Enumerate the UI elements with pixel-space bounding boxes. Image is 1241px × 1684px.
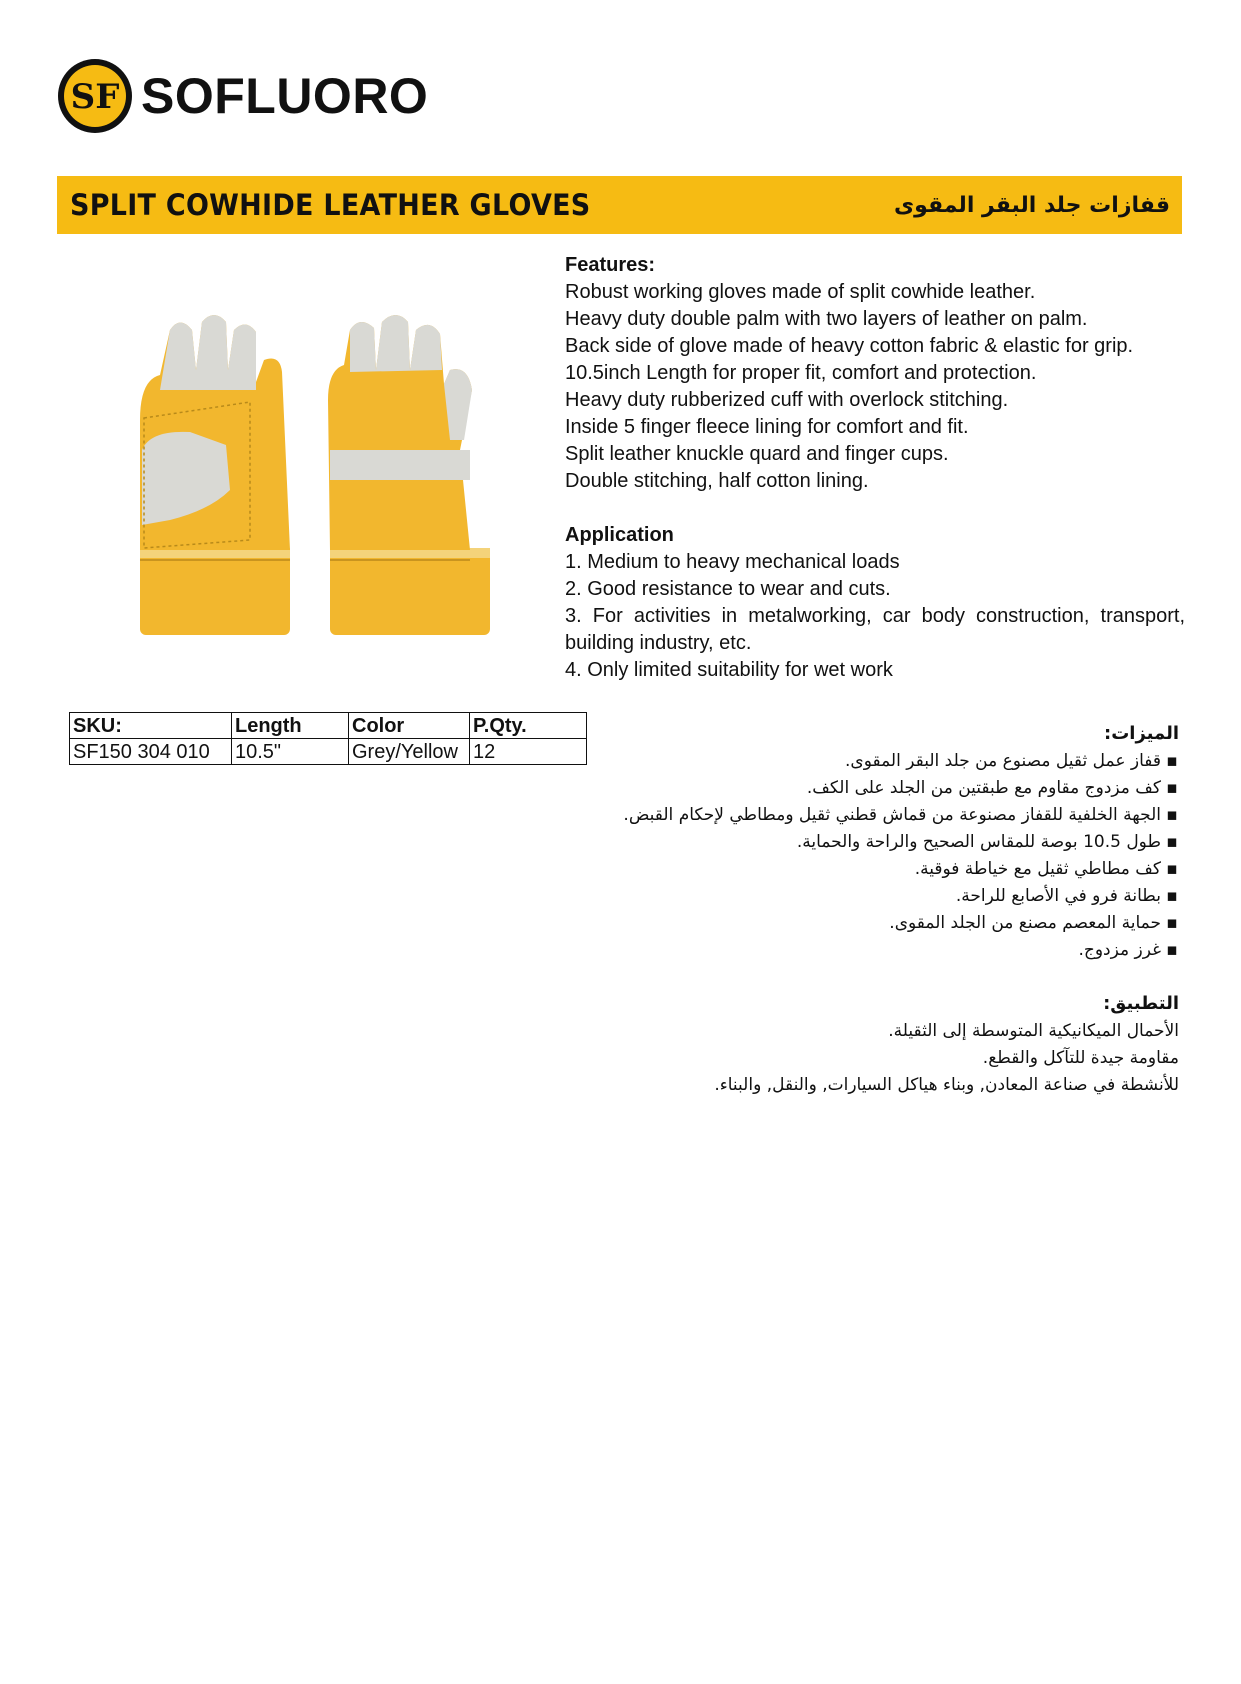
list-item: ▪حماية المعصم مصنع من الجلد المقوى.: [569, 910, 1179, 937]
ar-application-section: [569, 990, 1179, 1099]
list-item: Heavy duty double palm with two layers of leather on palm.: [565, 308, 1088, 330]
bullet-icon: ▪: [1166, 805, 1178, 825]
arabic-section: [569, 720, 1179, 1099]
list-item: Double stitching, half cotton lining.: [565, 470, 869, 492]
svg-text:SF: SF: [70, 77, 120, 117]
bullet-icon: ▪: [1166, 751, 1178, 771]
list-item: ▪طول 10.5 بوصة للمقاس الصحيح والراحة والحماية.: [569, 829, 1179, 856]
list-item: الأحمال الميكانيكية المتوسطة إلى الثقيلة.: [888, 1021, 1179, 1041]
leather-gloves-image: [130, 310, 500, 650]
list-item: Back side of glove made of heavy cotton fabric & elastic for grip.: [565, 335, 1134, 357]
bullet-icon: ▪: [1166, 778, 1178, 798]
ar-features-list: [569, 748, 1179, 964]
list-item: Robust working gloves made of split cowhide leather.: [565, 281, 1036, 303]
left-glove: [140, 315, 290, 635]
product-title-en: SPLIT COWHIDE LEATHER GLOVES: [70, 188, 591, 222]
bullet-icon: ▪: [1166, 913, 1178, 933]
bullet-icon: ▪: [1166, 886, 1178, 906]
list-item: Heavy duty rubberized cuff with overlock stitching.: [565, 389, 1009, 411]
title-bar: [57, 176, 1182, 234]
bullet-icon: ▪: [1166, 940, 1178, 960]
table-header-cell: Length: [232, 713, 349, 739]
application-section: [565, 522, 1185, 684]
brand-logo: [55, 55, 428, 137]
application-list: [565, 549, 1185, 684]
list-item: ▪كف مزدوج مقاوم مع طبقتين من الجلد على الكف.: [569, 775, 1179, 802]
list-item: Split leather knuckle quard and finger cups.: [565, 443, 949, 465]
bullet-icon: ▪: [1166, 859, 1178, 879]
table-cell: SF150 304 010: [70, 739, 232, 765]
application-heading: Application: [565, 524, 674, 546]
table-cell: 10.5": [232, 739, 349, 765]
table-header-cell: SKU:: [70, 713, 232, 739]
list-item: ▪الجهة الخلفية للقفاز مصنوعة من قماش قطني ثقيل ومطاطي لإحكام القبض.: [569, 802, 1179, 829]
table-header-cell: P.Qty.: [470, 713, 587, 739]
bullet-icon: ▪: [1166, 832, 1178, 852]
list-item: Inside 5 finger fleece lining for comfort and fit.: [565, 416, 969, 438]
list-item: مقاومة جيدة للتآكل والقطع.: [982, 1048, 1179, 1068]
ar-application-list: [569, 1018, 1179, 1099]
sf-logo-icon: [55, 56, 135, 136]
features-heading: Features:: [565, 254, 656, 276]
features-section: [565, 252, 1185, 684]
list-item: ▪كف مطاطي ثقيل مع خياطة فوقية.: [569, 856, 1179, 883]
brand-name: SOFLUORO: [141, 68, 429, 124]
table-header-row: [70, 713, 587, 739]
features-list: [565, 279, 1185, 495]
list-item: للأنشطة في صناعة المعادن, وبناء هياكل السيارات, والنقل, والبناء.: [714, 1075, 1179, 1095]
list-item: ▪بطانة فرو في الأصابع للراحة.: [569, 883, 1179, 910]
ar-features-heading: الميزات:: [1104, 723, 1179, 744]
right-glove: [328, 315, 490, 635]
product-title-ar: قفازات جلد البقر المقوى: [894, 192, 1170, 218]
table-cell: 12: [470, 739, 587, 765]
table-header-cell: Color: [349, 713, 470, 739]
table-row: [70, 739, 587, 765]
ar-application-heading: التطبيق:: [1103, 993, 1179, 1014]
list-item: ▪غرز مزدوج.: [569, 937, 1179, 964]
list-item: 4. Only limited suitability for wet work: [565, 659, 893, 681]
list-item: 3. For activities in metalworking, car body construction, transport, building industry, etc.: [565, 605, 1185, 654]
spec-table: [69, 712, 587, 765]
table-cell: Grey/Yellow: [349, 739, 470, 765]
list-item: 2. Good resistance to wear and cuts.: [565, 578, 891, 600]
list-item: 1. Medium to heavy mechanical loads: [565, 551, 900, 573]
list-item: ▪قفاز عمل ثقيل مصنوع من جلد البقر المقوى.: [569, 748, 1179, 775]
list-item: 10.5inch Length for proper fit, comfort and protection.: [565, 362, 1037, 384]
